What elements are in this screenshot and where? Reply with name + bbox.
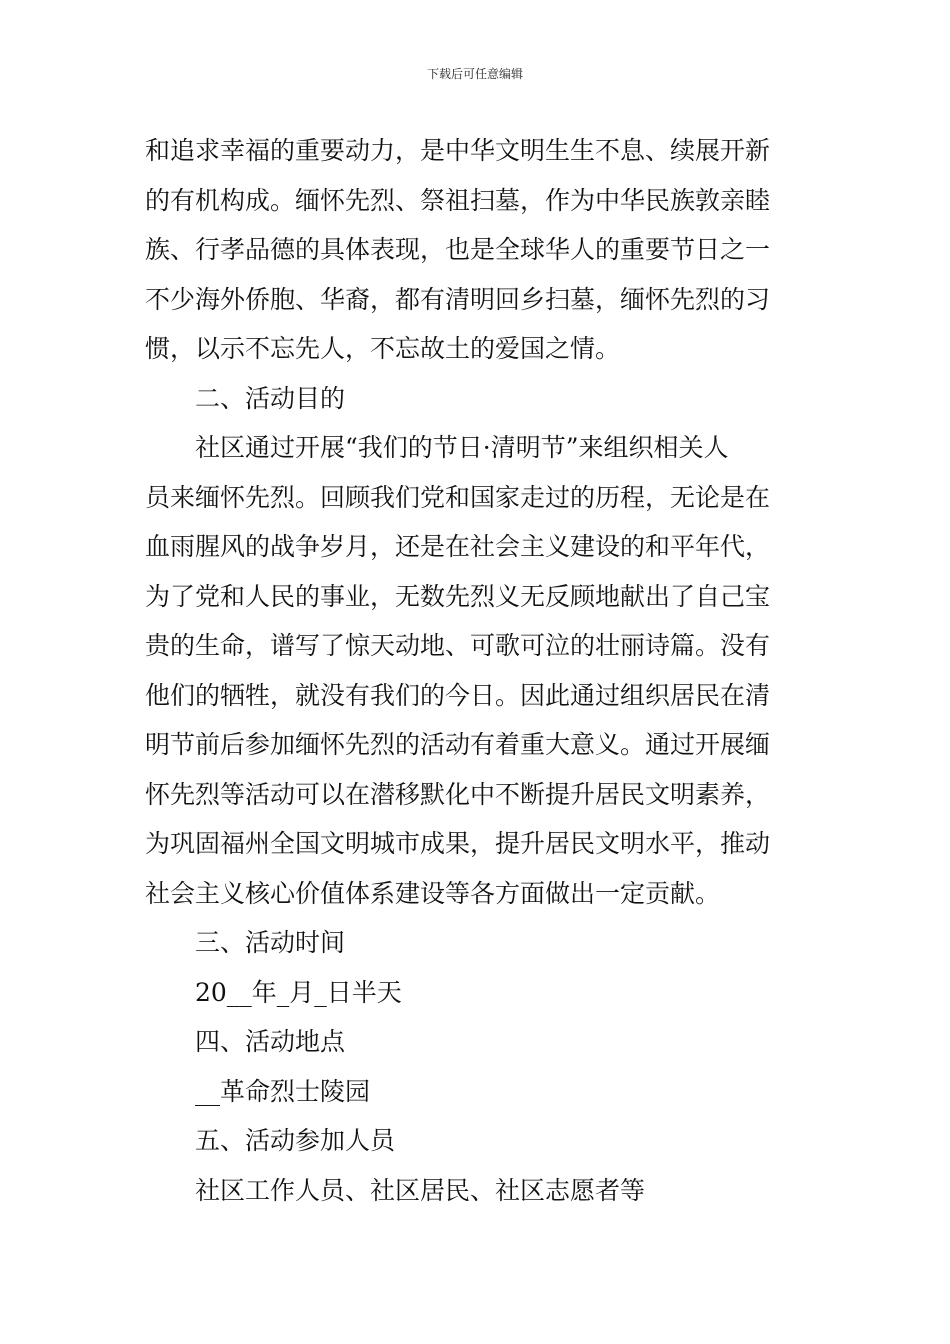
text-line: 血雨腥风的战争岁月，还是在社会主义建设的和平年代， [145,532,771,561]
text-line: 他们的牺牲，就没有我们的今日。因此通过组织居民在清 [145,680,771,710]
text-line: 惯，以示不忘先人，不忘故土的爱国之情。 [145,334,621,363]
section-heading-place: 四、活动地点 [195,1027,346,1056]
activity-time-value: 20__年_月_日半天 [195,977,402,1007]
text-line: 的有机构成。缅怀先烈、祭祖扫墓，作为中华民族敦亲睦 [145,185,771,215]
text-line: 贵的生命，谱写了惊天动地、可歌可泣的壮丽诗篇。没有 [145,631,771,660]
text-line: 社会主义核心价值体系建设等各方面做出一定贡献。 [145,878,721,908]
text-line: 不少海外侨胞、华裔，都有清明回乡扫墓，缅怀先烈的习 [145,284,771,314]
section-heading-time: 三、活动时间 [195,928,346,957]
paragraph-purpose [145,423,810,918]
section-heading-participants: 五、活动参加人员 [195,1126,396,1155]
participants-value: 社区工作人员、社区居民、社区志愿者等 [195,1175,646,1205]
page-header-note: 下载后可任意编辑 [426,67,523,81]
text-line: 明节前后参加缅怀先烈的活动有着重大意义。通过开展缅 [145,730,771,759]
text-line: 和追求幸福的重要动力，是中华文明生生不息、续展开新 [145,136,771,165]
text-line: 为巩固福州全国文明城市成果，提升居民文明水平，推动 [145,829,771,858]
section-heading-purpose: 二、活动目的 [195,383,346,413]
document-body [145,126,810,1215]
text-line: 为了党和人民的事业，无数先烈义无反顾地献出了自己宝 [145,581,771,611]
text-line: 族、行孝品德的具体表现，也是全球华人的重要节日之一 [145,235,771,264]
text-line: 怀先烈等活动可以在潜移默化中不断提升居民文明素养， [145,779,771,809]
text-line: 员来缅怀先烈。回顾我们党和国家走过的历程，无论是在 [145,482,771,512]
text-line: 社区通过开展“我们的节日·清明节”来组织相关人 [195,433,729,462]
paragraph-background [145,126,810,374]
activity-place-value: __革命烈士陵园 [195,1076,371,1106]
